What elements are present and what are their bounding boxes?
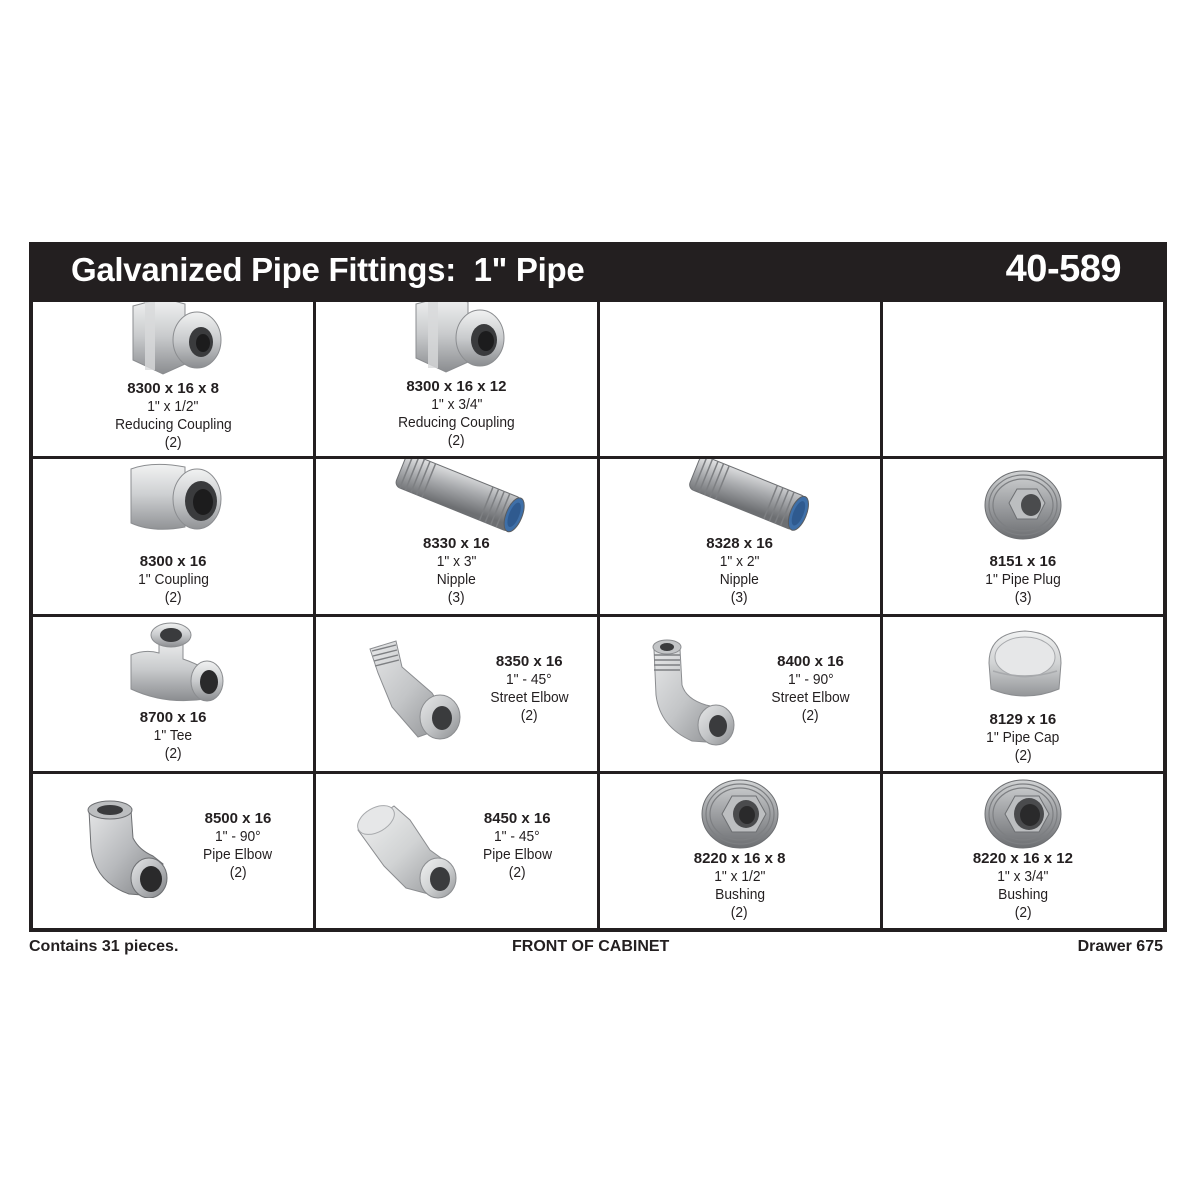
part-size: 1" x 3": [436, 553, 477, 571]
part-quantity: (2): [1014, 746, 1032, 764]
part-description: Pipe Elbow: [482, 845, 552, 863]
part-label: [883, 711, 1163, 765]
part-size: 1" x 3/4": [430, 396, 482, 413]
empty-cell: [883, 302, 1163, 456]
grid-cell: [33, 302, 313, 456]
grid-cell: [33, 774, 313, 928]
part-number: 8500 x 16: [204, 809, 272, 827]
part-description: Reducing Coupling: [114, 416, 232, 433]
part-size: 1" Coupling: [137, 571, 209, 589]
bushing-icon: [983, 776, 1067, 852]
part-quantity: (2): [164, 589, 182, 607]
part-description: Street Elbow: [771, 688, 850, 706]
part-number: 8450 x 16: [483, 809, 551, 827]
part-quantity: (2): [802, 706, 819, 724]
part-size: 1" - 90°: [787, 670, 834, 688]
part-number: 8151 x 16: [989, 553, 1057, 571]
part-number: 8300 x 16 x 12: [406, 378, 507, 395]
part-number: 8220 x 16 x 8: [693, 849, 786, 867]
part-size: 1" x 3/4": [997, 867, 1049, 885]
part-quantity: (3): [731, 589, 749, 607]
part-size: 1" - 45°: [506, 670, 553, 688]
bushing-icon: [700, 776, 784, 852]
part-quantity: (2): [229, 863, 247, 881]
grid-cell: [883, 459, 1163, 613]
part-size: 1" Pipe Plug: [985, 571, 1061, 589]
part-quantity: (3): [1014, 589, 1032, 607]
grid-cell: [33, 617, 313, 771]
part-label: [183, 810, 293, 882]
fittings-grid: [33, 302, 1163, 928]
reducing-coupling-icon: [125, 302, 225, 378]
part-label: [474, 653, 584, 725]
part-label: [316, 378, 596, 450]
part-size: 1" - 45°: [494, 827, 541, 845]
part-number: 8129 x 16: [989, 710, 1057, 728]
chart-code: 40-589: [1005, 248, 1121, 290]
part-size: 1" x 1/2": [147, 398, 199, 415]
part-size: 1" Pipe Cap: [986, 728, 1060, 746]
street-elbow-90-icon: [646, 635, 736, 747]
part-label: [33, 709, 313, 763]
part-number: 8330 x 16: [423, 535, 490, 553]
pipe-cap-icon: [985, 627, 1065, 703]
part-description: Nipple: [436, 571, 476, 589]
grid-cell: [316, 617, 596, 771]
part-quantity: (2): [520, 706, 538, 724]
grid-cell: [600, 459, 880, 613]
grid-cell: [316, 459, 596, 613]
part-size: 1" Tee: [153, 726, 193, 744]
part-size: 1" x 1/2": [714, 867, 766, 885]
part-description: Bushing: [714, 885, 765, 903]
part-label: [316, 535, 596, 607]
part-label: [462, 810, 572, 882]
chart-header: [29, 242, 1167, 300]
part-number: 8300 x 16 x 8: [127, 380, 219, 397]
grid-cell: [316, 774, 596, 928]
part-number: 8300 x 16: [139, 553, 207, 571]
part-label: [33, 380, 313, 452]
part-label: [33, 553, 313, 607]
reducing-coupling-icon: [408, 302, 508, 376]
part-quantity: (2): [1014, 903, 1032, 921]
footer-pieces: Contains 31 pieces.: [29, 938, 179, 955]
grid-cell: [33, 459, 313, 613]
nipple-icon: [392, 459, 528, 543]
footer-front: FRONT OF CABINET: [512, 938, 670, 955]
grid-cell: [600, 774, 880, 928]
pipe-elbow-90-icon: [83, 798, 173, 898]
part-quantity: (3): [447, 589, 465, 607]
part-quantity: (2): [447, 432, 465, 449]
part-description: Pipe Elbow: [203, 845, 273, 863]
part-quantity: (2): [731, 903, 749, 921]
part-label: [883, 850, 1163, 922]
tee-icon: [125, 619, 225, 707]
part-label: [600, 535, 880, 607]
part-label: [600, 850, 880, 922]
street-elbow-45-icon: [362, 637, 466, 741]
pipe-elbow-45-icon: [354, 800, 464, 900]
empty-cell: [600, 302, 880, 456]
part-number: 8350 x 16: [495, 652, 563, 670]
part-number: 8328 x 16: [706, 535, 773, 553]
grid-cell: [883, 617, 1163, 771]
coupling-icon: [123, 459, 227, 535]
part-quantity: (2): [164, 434, 182, 451]
part-description: Reducing Coupling: [398, 414, 515, 431]
grid-cell: [600, 617, 880, 771]
part-description: Nipple: [720, 571, 760, 589]
nipple-icon: [680, 459, 816, 543]
chart-title: Galvanized Pipe Fittings: 1" Pipe: [71, 251, 585, 288]
footer-drawer: Drawer 675: [1077, 938, 1163, 955]
part-size: 1" x 2": [719, 553, 760, 571]
pipe-plug-icon: [983, 467, 1067, 543]
part-description: Bushing: [997, 885, 1048, 903]
part-number: 8220 x 16 x 12: [972, 849, 1073, 867]
grid-cell: [883, 774, 1163, 928]
drawer-chart: [29, 242, 1167, 932]
part-quantity: (2): [164, 744, 182, 762]
part-label: [756, 653, 866, 725]
part-size: 1" - 90°: [215, 827, 261, 845]
part-number: 8700 x 16: [139, 708, 207, 726]
part-quantity: (2): [508, 863, 526, 881]
part-description: Street Elbow: [490, 688, 569, 706]
part-label: [883, 553, 1163, 607]
part-number: 8400 x 16: [777, 652, 844, 670]
grid-cell: [316, 302, 596, 456]
